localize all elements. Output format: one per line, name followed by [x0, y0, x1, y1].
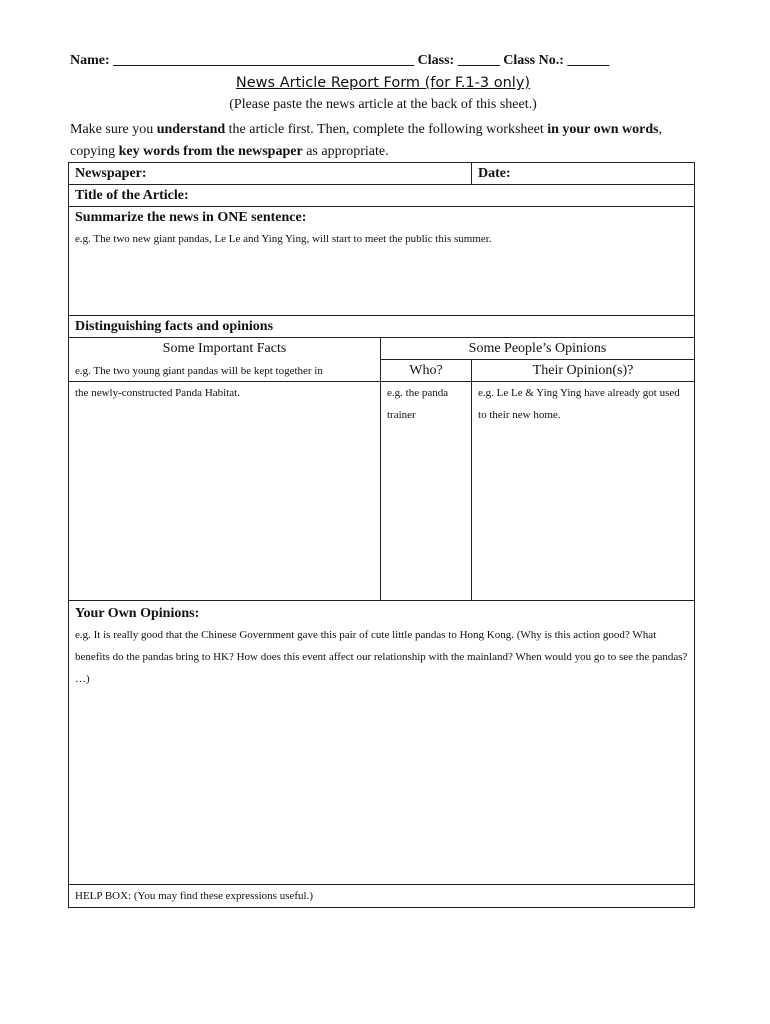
- help-box: HELP BOX: (You may find these expressions useful.): [69, 885, 695, 908]
- facts-cell[interactable]: [69, 365, 381, 601]
- summary-field[interactable]: [69, 207, 695, 316]
- instr-bold-2: in your own words: [547, 122, 659, 137]
- facts-example-line-2: the newly-constructed Panda Habitat.: [75, 387, 240, 399]
- own-opinions-example: e.g. It is really good that the Chinese Government gave this pair of cute little pandas to Hong Kong. (Why is this action good? What benefits do the pandas bring to HK? How does this event affect our relationship with the mainland? When would you go to see the pandas? …): [75, 629, 688, 685]
- report-form-table: [68, 162, 695, 908]
- class-label: Class:: [417, 53, 455, 68]
- instr-text-3: , copying: [70, 122, 663, 159]
- instr-bold-3: key words from the newspaper: [118, 144, 303, 159]
- article-title-label: Title of the Article:: [75, 188, 189, 203]
- date-label: Date:: [478, 166, 511, 181]
- summary-label: Summarize the news in ONE sentence:: [75, 210, 307, 225]
- opinion-cell[interactable]: [472, 382, 695, 601]
- name-label: Name:: [70, 53, 110, 68]
- facts-header: Some Important Facts: [69, 338, 381, 382]
- student-info-header: [70, 53, 696, 69]
- instr-text-4: as appropriate.: [302, 144, 389, 159]
- paste-note: (Please paste the news article at the back of this sheet.): [229, 97, 537, 112]
- instr-text-2: the article first. Then, complete the following worksheet: [225, 122, 548, 137]
- summary-example: e.g. The two new giant pandas, Le Le and Ying Ying, will start to meet the public this summer.: [75, 233, 492, 245]
- opinions-header: Some People’s Opinions: [381, 338, 695, 360]
- own-opinions-label: Your Own Opinions:: [75, 606, 200, 621]
- class-no-blank[interactable]: ______: [567, 53, 610, 68]
- class-no-label: Class No.:: [503, 53, 564, 68]
- instructions: [70, 119, 700, 163]
- newspaper-field[interactable]: [69, 163, 472, 185]
- who-cell[interactable]: [381, 382, 472, 601]
- name-blank[interactable]: ___________________________________________: [113, 53, 415, 68]
- class-blank[interactable]: ______: [457, 53, 500, 68]
- form-title: News Article Report Form (for F.1-3 only): [235, 75, 531, 91]
- distinguish-label: Distinguishing facts and opinions: [69, 316, 695, 338]
- facts-example-line-1: e.g. The two young giant pandas will be kept together in: [75, 365, 323, 377]
- who-header: Who?: [381, 360, 472, 382]
- instr-text-1: Make sure you: [70, 122, 157, 137]
- article-title-field[interactable]: [69, 185, 695, 207]
- who-example: e.g. the panda trainer: [387, 387, 449, 421]
- own-opinions-field[interactable]: [69, 601, 695, 885]
- newspaper-label: Newspaper:: [75, 166, 147, 181]
- instr-bold-1: understand: [156, 122, 226, 137]
- date-field[interactable]: [472, 163, 695, 185]
- opinion-example: e.g. Le Le & Ying Ying have already got used to their new home.: [478, 387, 680, 421]
- their-opinions-header: Their Opinion(s)?: [472, 360, 695, 382]
